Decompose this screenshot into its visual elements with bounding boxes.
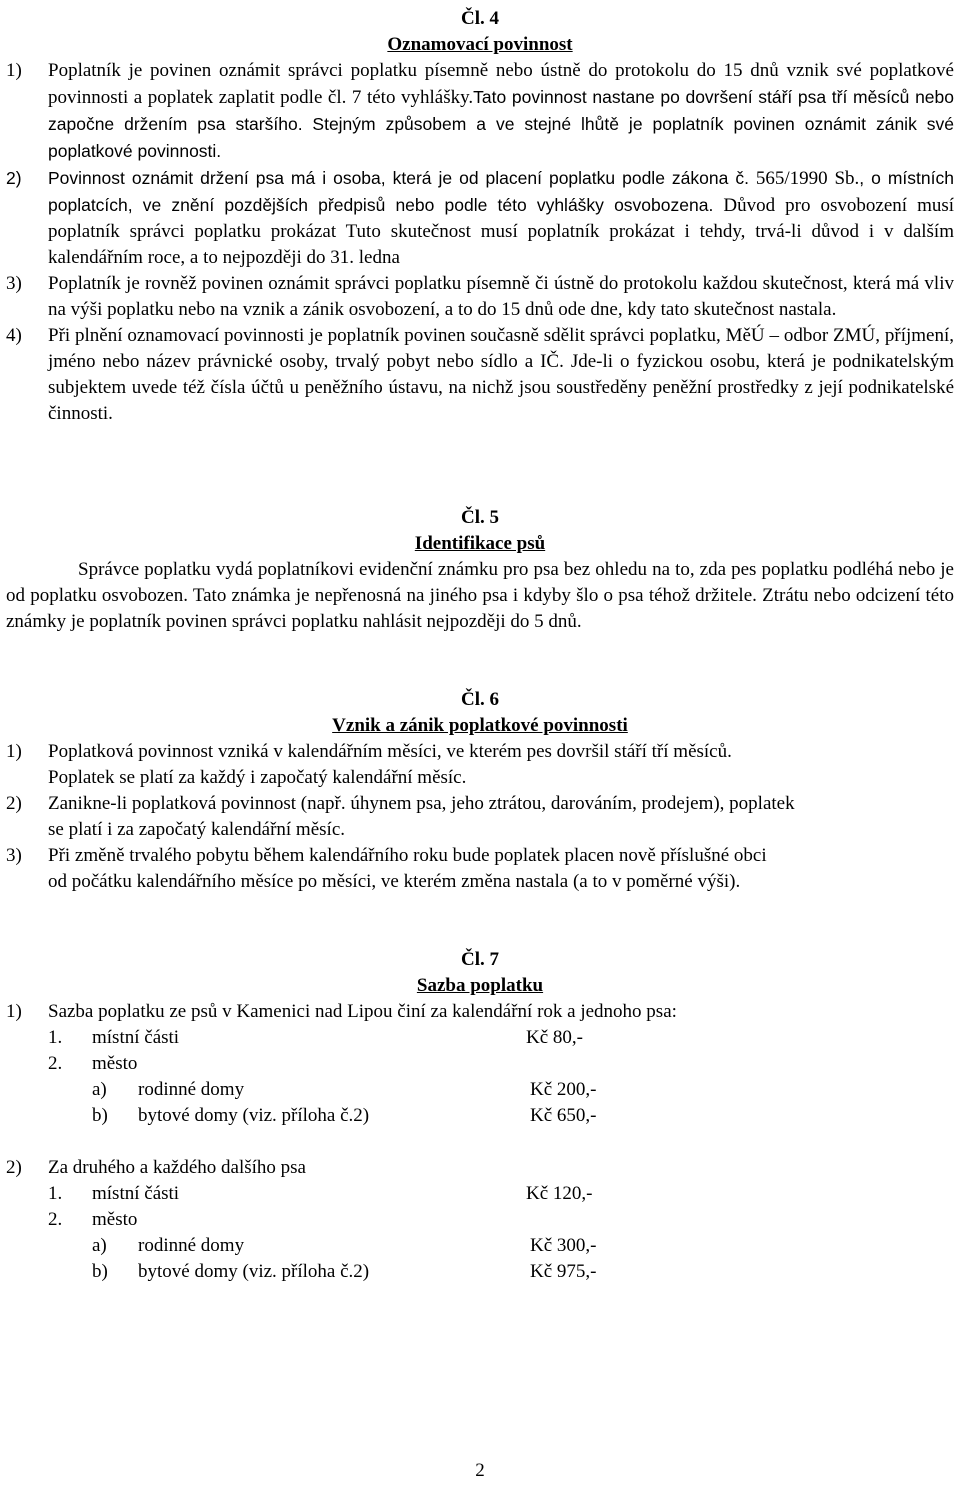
rate-amount: Kč 80,- [526,1027,583,1048]
item-line: Poplatková povinnost vzniká v kalendářním měsíci, ve kterém pes dovršil stáří tří měsíců. [48,741,732,762]
rate-row [6,1077,954,1103]
article-6-heading [6,687,954,739]
article-6-item-2 [6,791,954,843]
article-4-item-2 [6,165,954,271]
article-4-item-3 [6,271,954,323]
item-line: od počátku kalendářního měsíce po měsíci, ve kterém změna nastala (a to v poměrné výši). [48,871,741,892]
article-7-title: Sazba poplatku [416,975,544,996]
item-text: , o místních poplatcích, ve znění pozdějších předpisů nebo podle této vyhlášky osvobozena. [48,168,954,215]
rate-label: místní části [92,1183,180,1204]
rate-row [6,1051,954,1077]
article-4-number: Čl. 4 [461,8,499,29]
rate-number: 1. [48,1183,63,1204]
article-4-title: Oznamovací povinnost [387,34,573,55]
rate-row [6,1259,954,1285]
article-5-paragraph: Správce poplatku vydá poplatníkovi evidenční známku pro psa bez ohledu na to, zda pes poplatku podléhá nebo je od poplatku osvobozen. Tato známka je nepřenosná na jiného psa i kdyby šlo o psa téhož držitele. Ztrátu nebo odcizení této známky je poplatník povinen správci poplatku nahlásit nejpozději do 5 dnů. [6,559,954,632]
article-6-title: Vznik a zánik poplatkové povinnosti [332,715,628,736]
item-number: 1) [6,60,22,81]
page-number: 2 [475,1460,485,1481]
rate-label: město [92,1209,138,1230]
item-line: Zanikne-li poplatková povinnost (např. úhynem psa, jeho ztrátou, darováním, prodejem), poplatek [48,793,795,814]
item-text: Poplatník je povinen oznámit správci poplatku písemně nebo ústně do protokolu do 15 dnů vznik své poplatkové povinnosti a poplatek zaplatit podle čl. 7 této vyhlášky. [48,60,954,108]
item-number: 2) [6,168,22,188]
rate-row [6,1233,954,1259]
rate-number: 2. [48,1053,63,1074]
rate-number: a) [92,1079,107,1100]
rate-number: b) [92,1105,108,1126]
item-line: Poplatek se platí za každý i započatý kalendářní měsíc. [48,767,467,788]
item-text: Důvod pro osvobození musí poplatník správci poplatku prokázat Tuto skutečnost musí poplatník prokázat i tehdy, trvá-li důvod i v dalším kalendářním roce, a to nejpozději do 31. ledna [48,195,955,268]
rate-number: a) [92,1235,107,1256]
article-6-item-3 [6,843,954,895]
rate-label: rodinné domy [138,1079,245,1100]
rate-label: bytové domy (viz. příloha č.2) [138,1105,370,1126]
rate-row [6,1025,954,1051]
article-7-item-1 [6,999,954,1025]
article-5-title: Identifikace psů [414,533,546,554]
rate-row [6,1181,954,1207]
item-number: 1) [6,741,22,762]
rate-row [6,1103,954,1129]
item-text: Sazba poplatku ze psů v Kamenici nad Lipou činí za kalendářní rok a jednoho psa: [48,1001,677,1022]
item-number: 3) [6,845,22,866]
item-number: 1) [6,1001,22,1022]
item-number: 2) [6,1157,22,1178]
article-6-number: Čl. 6 [461,689,499,710]
item-text: Stejným způsobem a ve stejné lhůtě je poplatník povinen oznámit zánik své poplatkové povinnosti. [48,114,955,161]
item-text: Za druhého a každého dalšího psa [48,1157,306,1178]
item-text: Tato povinnost nastane po dovršení stáří psa tří měsíců nebo započne držením psa staršího. [48,87,954,134]
article-7-item-2 [6,1155,954,1181]
article-7-heading [6,947,954,999]
article-4-heading [6,6,954,58]
article-7-number: Čl. 7 [461,949,499,970]
article-5-heading [6,505,954,557]
item-text: Při plnění oznamovací povinnosti je poplatník povinen současně sdělit správci poplatku, MěÚ – odbor ZMÚ, příjmení, jméno nebo název právnické osoby, trvalý pobyt nebo sídlo a IČ. Jde-li o fyzickou osobu, která je podnikatelským subjektem uvede též čísla účtů u peněžního ústavu, na nichž jsou soustředěny peněžní prostředky z její podnikatelské činnosti. [48,325,954,424]
article-5-number: Čl. 5 [461,507,499,528]
rate-label: bytové domy (viz. příloha č.2) [138,1261,370,1282]
rate-amount: Kč 300,- [530,1235,597,1256]
rate-amount: Kč 120,- [526,1183,593,1204]
rate-row [6,1207,954,1233]
document-page [6,6,954,1285]
item-line: se platí i za započatý kalendářní měsíc. [48,819,346,840]
article-4-item-1 [6,58,954,165]
rate-amount: Kč 975,- [530,1261,597,1282]
rate-label: město [92,1053,138,1074]
item-line: Při změně trvalého pobytu během kalendářního roku bude poplatek placen nově příslušné obci [48,845,767,866]
item-text: 565/1990 Sb. [755,168,860,189]
item-text: Poplatník je rovněž povinen oznámit správci poplatku písemně či ústně do protokolu každou skutečnost, která má vliv na výši poplatku nebo na vznik a zánik osvobození, a to do 15 dnů ode dne, kdy tato skutečnost nastala. [48,273,954,320]
rate-number: b) [92,1261,108,1282]
rate-number: 1. [48,1027,63,1048]
item-number: 2) [6,793,22,814]
rate-amount: Kč 650,- [530,1105,597,1126]
rate-label: místní části [92,1027,180,1048]
item-number: 4) [6,325,22,346]
rate-label: rodinné domy [138,1235,245,1256]
article-6-item-1 [6,739,954,791]
rate-number: 2. [48,1209,63,1230]
item-text: Povinnost oznámit držení psa má i osoba, která je od placení poplatku podle zákona č. [48,168,749,188]
rate-amount: Kč 200,- [530,1079,597,1100]
item-number: 3) [6,273,22,294]
article-4-item-4 [6,323,954,427]
